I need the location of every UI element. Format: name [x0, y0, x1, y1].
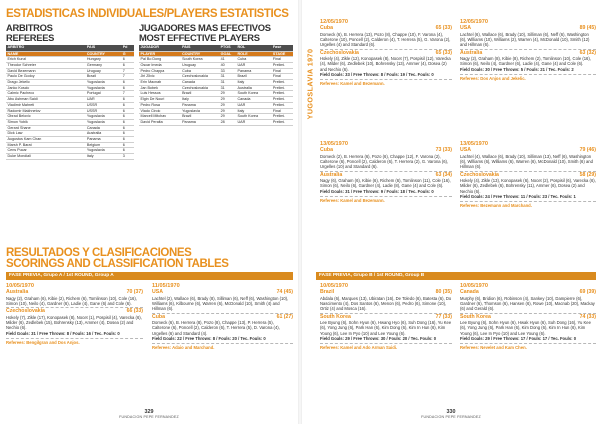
table-cell: Augustus Kam Chan [6, 137, 85, 143]
table-header-cell: Fase [271, 45, 293, 51]
team-players: Nagy (2), Graham (6), Kibie (2), Richem (6), Tomlinson (10), Cole (16), Simon (10), Neilo (4), Gardner (6), Ladie (4), Gane (6) and Cole (6). [6, 295, 137, 306]
table-cell: Canada [85, 125, 121, 131]
table-cell: UAR [236, 119, 271, 125]
field-goals: Field Goals: 29 / Free Throws: 17 / Fouls: 17 / Tec. Fouls: 0 [460, 336, 577, 342]
team-score: 63 (32) [579, 49, 596, 56]
table-subheader-cell: COUNTRY [181, 51, 220, 57]
table-cell: Yugoslavia [85, 85, 121, 91]
table-cell: Erich Kunzl [6, 57, 85, 63]
team-name: Cuba [320, 147, 333, 153]
table-cell: Drago Jekelic [6, 80, 85, 86]
table-cell: Cuba [181, 68, 220, 74]
field-goals: Field Goals: 31 / Free Throws: 9 / Fouls: 18 / Tec. Fouls: 0 [320, 189, 434, 195]
table-cell: Paulo De Godoy [6, 74, 85, 80]
team-name: Czechoslovakia [460, 171, 499, 178]
table-cell: Marcell Mitchav [139, 114, 181, 120]
table-cell: UAR [236, 102, 271, 108]
team-players: Abdala (6), Marques (13), Ubiratan (16), De Toledo (6), Batesta (6), Do Nascimento (4), Dos Santos (6), Menon (6), Pedro (6), Simone (10), Ortiz (4) and Mosca (16). [320, 295, 452, 311]
table-row [139, 119, 293, 125]
table-cell: 6 [121, 80, 134, 86]
team-players: Domeck (6), B. Herrera (8), Pozo (8), Chappe (13), P. Herrera (5), Calterone (6), Poncell (2), Calderon (6), T. Herrera (5), D. Varona (4), Urgelles (6) and Standard (4). [152, 320, 280, 336]
team-name: Brazil [320, 289, 335, 295]
table-subheader-cell: NAME [6, 51, 85, 57]
table-cell: Brazil [181, 91, 220, 97]
table-cell: Dick Law [6, 131, 85, 137]
table-cell: Panama [236, 68, 271, 74]
match-date: 12/05/1970 [320, 19, 348, 25]
table-cell: Abu Ashman Saidi [6, 97, 85, 103]
table-cell: 29 [219, 91, 236, 97]
team-name: Canada [460, 289, 479, 295]
team-name: Cuba [320, 25, 333, 31]
vertical-title [304, 24, 316, 144]
table-cell: Italy [236, 108, 271, 114]
team-name: Australia [6, 289, 29, 295]
match-divider [320, 343, 452, 344]
table-cell: Prelimi. [271, 114, 293, 120]
table-cell: Yugoslavia [85, 148, 121, 154]
table-cell: 6 [121, 137, 134, 143]
table-cell: 7 [121, 91, 134, 97]
referees-line: Referees: Kamel and Ado Arman Saidi. [320, 344, 398, 350]
table-cell: Prelimi. [271, 62, 293, 68]
team-players: Lee Byung (6), Sohn Hyun (6), Hwang Hyo (6), Suh Dong (16), Yu Kee (6), Yong Jung (6), Park Han (6), Kim Dong (6), Kim In Hun (6), Kim Young (6), Lee In Pyo (10) and Lee Young (6). [320, 320, 452, 336]
team-name: Czechoslovakia [320, 49, 359, 56]
table-cell: Final [271, 68, 293, 74]
footer-org: FUNDACION PEPE FERNANDEZ [119, 415, 179, 419]
team-players: Nagy (2), Graham (8), Kibie (8), Richem (2), Tomlinson (10), Cole (16), Simon (6), Neilo (4), Gardner (6), Ladie (4), Gane (4) and Cole (6). [460, 56, 591, 67]
table-cell: Yugoslavia [85, 80, 121, 86]
table-cell: Prelimi. [271, 85, 293, 91]
players-title-en: MOST EFFECTIVE PLAYERS [139, 32, 260, 43]
table-cell: Yugoslavia [85, 119, 121, 125]
table-header-cell: ROL [236, 45, 271, 51]
match-divider [152, 343, 293, 344]
table-cell: 41 [219, 57, 236, 63]
table-cell: Vladimir Mahreti [6, 102, 85, 108]
table-cell: Brazil [236, 74, 271, 80]
table-cell: Elgin De Nouri [139, 97, 181, 103]
table-cell: 7 [121, 68, 134, 74]
table-cell: Canada [181, 80, 220, 86]
table-cell: Pedro Chappa [139, 68, 181, 74]
table-subheader-cell: STAGE [271, 51, 293, 57]
team-score: 70 (37) [126, 289, 143, 295]
table-cell: UAR [85, 97, 121, 103]
field-goals: Field Goals: 31 / Free Throws: 8 / Fouls: 16 / Tec. Fouls: 0 [6, 331, 120, 337]
table-cell: Brazil [85, 74, 121, 80]
field-goals: Field Goals: 30 / Free Throws: 5 / Fouls: 21 / Tec. Fouls: 2 [460, 67, 574, 73]
match-date: 11/05/1970 [152, 283, 180, 289]
team-score: 66 (33) [126, 308, 143, 315]
table-cell: Final [271, 74, 293, 80]
table-cell: Obrad Belovic [6, 114, 85, 120]
table-cell: Marsh P. Barat [6, 142, 85, 148]
table-cell: Portugal [85, 91, 121, 97]
team-players: Lachtel (4), Wallace (6), Brady (10), Silliman (13), Neff (6), Washington (6), Williams (6), Williams (6), Warren (6), McDonald (10), Smith (6) and Hillman (6). [460, 153, 593, 169]
table-subheader-cell: COUNTRY [85, 51, 121, 57]
table-cell: 31 [219, 74, 236, 80]
table-cell: Yugoslavia [181, 108, 220, 114]
match-block [320, 283, 452, 350]
match-divider [460, 343, 596, 344]
table-cell: 7 [121, 74, 134, 80]
team-score: 65 (33) [435, 49, 452, 56]
team-score: 79 (46) [579, 147, 596, 153]
table-cell: 31 [219, 85, 236, 91]
match-divider [460, 74, 596, 75]
table-cell: 6 [121, 108, 134, 114]
referees-line: Referees: Nevelet and Kam Chen. [460, 344, 527, 350]
table-header-cell: PAIS [181, 45, 220, 51]
group-b-bar: FASE PREVIA, Grupo B / 1st ROUND, Group B [316, 272, 596, 280]
vertical-title-text: YUGOSLAVIA 1970 [305, 48, 315, 120]
players-title-es: JUGADORES MAS EFECTIVOS [139, 22, 271, 33]
table-cell: Hungary [85, 57, 121, 63]
table-cell: USSR [85, 108, 121, 114]
left-footer [0, 409, 298, 419]
team-name: USA [460, 147, 471, 153]
table-cell: Prelimi. [271, 102, 293, 108]
table-cell: Panama [181, 119, 220, 125]
match-block [460, 19, 596, 81]
table-cell: Germany [85, 62, 121, 68]
page-number: 329 [144, 409, 154, 415]
match-block [320, 141, 452, 203]
match-block [152, 283, 293, 350]
team-name: Australia [460, 49, 483, 56]
field-goals: Field Goals: 29 / Free Throws: 30 / Fouls: 20 / Tec. Fouls: 0 [320, 336, 437, 342]
table-cell: 6 [121, 142, 134, 148]
table-cell: 3 [121, 154, 134, 160]
right-page [302, 0, 600, 424]
team-score: 77 (33) [435, 313, 452, 320]
table-header-cell: Pd [121, 45, 134, 51]
footer-org: FUNDACION PEPE FERNANDEZ [421, 415, 481, 419]
table-cell: 6 [121, 125, 134, 131]
team-score: 89 (45) [579, 25, 596, 31]
team-score: 69 (39) [579, 289, 596, 295]
table-subheader-cell: PLAYER [139, 51, 181, 57]
team-score: 80 (35) [435, 289, 452, 295]
team-name: Australia [320, 171, 343, 178]
players-section [139, 23, 293, 126]
table-cell: South Korea [236, 91, 271, 97]
referees-title-en: REFEREES [6, 32, 55, 43]
table-cell: Uruguay [181, 62, 220, 68]
table-cell: Janko Koscic [6, 85, 85, 91]
table-cell: Luis Hessos [139, 91, 181, 97]
stats-title: ESTADISTICAS INDIVIDUALES/PLAYERS ESTATISTICS [6, 8, 289, 20]
table-cell: Prelimi. [271, 91, 293, 97]
team-score: 61 (27) [276, 313, 293, 320]
table-subheader-cell: ROLE [236, 51, 271, 57]
table-cell: 6 [121, 97, 134, 103]
match-date: 13/05/1970 [460, 141, 488, 147]
table-cell: Italy [181, 97, 220, 103]
table-cell: Canada [236, 97, 271, 103]
table-cell: Oscar Imeda [139, 62, 181, 68]
table-cell: Duke Mondiali [6, 154, 85, 160]
table-cell: Italy [85, 154, 121, 160]
team-name: Czechoslovakia [6, 308, 45, 315]
match-date: 12/05/1970 [460, 19, 488, 25]
team-players: Lachtel (6), Wallace (6), Brady (10), Silliman (6), Neff (6), Washington (6), Williams (10), Williams (2), Warren (4), McDonald (10), Smith (12) and Hillman (6). [460, 31, 590, 47]
table-cell: David Bezemann [6, 68, 85, 74]
table-cell: UAR [236, 62, 271, 68]
table-cell: Radomir Makhnetov [6, 108, 85, 114]
table-cell: 40 [219, 62, 236, 68]
table-cell: South Korea [181, 57, 220, 63]
table-cell: 29 [219, 108, 236, 114]
table-cell: Gerard Shane [6, 125, 85, 131]
match-divider [6, 338, 143, 339]
field-goals: Field Goals: 33 / Free Throws: 8 / Fouls: 19 / Tec. Fouls: 0 [320, 72, 434, 78]
table-cell: Final [271, 57, 293, 63]
results-title-es: RESULTADOS Y CLASIFICACIONES [6, 247, 192, 259]
table-cell: 6 [121, 57, 134, 63]
results-heading [6, 248, 296, 270]
table-subheader-cell: G [121, 51, 134, 57]
team-players: Murphy (6), Bridion (6), Robinson (4), Sankey (10), Dampierre (6), Gardner (6), Thomson (6), Hansen (6), Rowe (10), Macnab (20), Mackay (6) and Gerald (6). [460, 295, 595, 311]
team-score: 74 (33) [579, 313, 596, 320]
table-cell: 33 [219, 68, 236, 74]
table-header-cell: ARBITRO [6, 45, 85, 51]
table-header-cell: PTOS [219, 45, 236, 51]
table-cell: David Peralta [139, 119, 181, 125]
table-cell: 29 [219, 102, 236, 108]
team-players: Nagy (6), Graham (6), Kibie (6), Richem (6), Tomlinson (11), Cole (16), Simon (6), Neilo (6), Gardner (4), Ladie (8), Gane (4) and Cole (6). [320, 178, 451, 189]
table-cell: 28 [219, 119, 236, 125]
match-date: 10/05/1970 [6, 283, 34, 289]
table-cell: USSR [85, 102, 121, 108]
table-cell: Prelimi. [271, 119, 293, 125]
table-cell: 6 [121, 131, 134, 137]
table-cell: Cens Pucar [6, 148, 85, 154]
match-divider [152, 313, 293, 314]
referees-table [6, 45, 134, 160]
table-cell: Pal Bo Dong [139, 57, 181, 63]
table-cell: Calmic Pacheco [6, 91, 85, 97]
table-cell: Simon Yobik [6, 119, 85, 125]
field-goals: Field Goals: 24 / Free Throws: 11 / Fouls: 23 / Tec. Fouls: 1 [460, 194, 576, 200]
team-name: South Korea [460, 313, 491, 320]
table-cell: Vlado Ciroic [139, 108, 181, 114]
referees-line: Referees: Dos Anjos and Jekelic. [460, 75, 526, 81]
table-cell: 6 [121, 102, 134, 108]
team-players: Domeck (6), B. Herrera (13), Pozo (8), Chappe (10), F. Varona (4), Calterone (10), Poncell (2), Calderon (4), T. Herrera (5), G. Varona (2), Urgelles (4) and Standard (6). [320, 31, 451, 47]
referees-line: Referees: Adaio and Marchand. [152, 344, 215, 350]
referees-line: Referees: Bezemann and Marchand. [460, 202, 532, 208]
field-goals: Field Goals: 22 / Free Throws: 8 / Fouls: 20 / Tec. Fouls: 0 [152, 336, 266, 342]
page-number: 330 [446, 409, 456, 415]
team-score: 65 (33) [435, 25, 452, 31]
page-title [6, 9, 296, 20]
table-cell: Uruguay [85, 68, 121, 74]
table-row [6, 154, 134, 160]
team-score: 63 (34) [435, 171, 452, 178]
table-cell: Panama [181, 102, 220, 108]
referees-line: Referees: Kamel and Bezemann. [320, 197, 385, 203]
table-header-cell: PAIS [85, 45, 121, 51]
team-name: Cuba [152, 313, 165, 320]
table-cell: Jan Bobek [139, 85, 181, 91]
table-cell: Panama [85, 137, 121, 143]
table-cell: Theodor Schreier [6, 62, 85, 68]
table-cell: 6 [121, 119, 134, 125]
group-a-bar: FASE PREVIA, Grupo A / 1st ROUND, Group A [6, 272, 293, 280]
table-cell: 6 [121, 62, 134, 68]
team-score: 74 (45) [276, 289, 293, 295]
table-cell: Pedro Rosa [139, 102, 181, 108]
table-cell: 6 [121, 148, 134, 154]
table-cell: Cuba [236, 57, 271, 63]
team-score: 73 (33) [435, 147, 452, 153]
team-players: Hokely (4), Zikle (12), Konopasek (8), Nocet (7), Pospisil (12), Varecka (4), Milder (6), Zedlebek (10), Bohrensky (13), Ammer (4), Dosea (2) and Nechio (6). [320, 56, 451, 72]
table-cell: Prelimi. [271, 97, 293, 103]
table-cell: Italy [236, 80, 271, 86]
table-cell: Yugoslavia [85, 114, 121, 120]
team-name: South Korea [320, 313, 351, 320]
table-cell: Czechoslovakia [181, 74, 220, 80]
right-footer [302, 409, 600, 419]
referees-title-es: ARBITROS [6, 22, 53, 33]
table-cell: Prelimi. [271, 80, 293, 86]
table-cell: Jiri Zilvic [139, 74, 181, 80]
team-players: Hokely (7), Zikle (17), Konopasek (8), Nocet (1), Pospisil (4), Varecka (6), Milder (6), Zedlebek (15), Bohrensky (13), Ammer (4), Dosea (2) and Nechio (6). [6, 315, 142, 331]
results-title-en: SCORINGS AND CLASSIFICATION TABLES [6, 258, 229, 270]
match-date: 10/05/1970 [460, 283, 488, 289]
table-cell: Australia [236, 85, 271, 91]
table-cell: 6 [121, 114, 134, 120]
referees-line: Referees: Kamel and Bezemann. [320, 80, 385, 86]
match-date: 10/05/1970 [320, 283, 348, 289]
table-subheader-cell: GOAL [219, 51, 236, 57]
table-cell: 31 [219, 80, 236, 86]
referees-section [6, 23, 134, 160]
match-block [6, 283, 143, 345]
match-divider [460, 201, 596, 202]
players-table [139, 45, 293, 126]
table-cell: South Korea [236, 114, 271, 120]
table-cell: Final [271, 108, 293, 114]
team-name: USA [460, 25, 471, 31]
table-header-cell: JUGADOR [139, 45, 181, 51]
team-players: Domeck (2), B. Herrera (6), Pozo (6), Chappe (12), F. Varona (2), Calterone (6), Poncell (2), Calderon (6), T. Herrera (2), G. Varona (6), Urgelles (10) and Standard (6). [320, 153, 449, 169]
team-name: USA [152, 289, 163, 295]
table-cell: 29 [219, 97, 236, 103]
table-cell: Belgium [85, 142, 121, 148]
team-players: Lachtel (2), Wallace (6), Brady (8), Silliman (6), Neff (6), Washington (10), Williams (6), Kilbourne (6), Warren (6), McDonald (10), Smith (4) and Hillman (6). [152, 295, 289, 311]
team-score: 58 (29) [579, 171, 596, 178]
match-block [460, 141, 596, 208]
match-divider [320, 196, 452, 197]
referees-line: Referees: Bengilgran and Dos Anjos. [6, 339, 80, 345]
team-players: Hokely (4), Zikle (13), Konopasek (6), Nocet (2), Pospisil (6), Varecka (6), Milder (6), Zedlebek (6), Bohrensky (11), Ammer (6), Dosea (2) and Nechio (6). [460, 178, 596, 194]
table-cell: Brazil [181, 114, 220, 120]
team-players: Lee Byung (6), Sohn Hyun (6), Hwak Hyun (6), Suh Dong (16), Yu Kee (6), Yong Jung (6), Park Han (6), Kim Dong (6), Kim In Hun (6), Kim Young (6), Lee In Pyo (10) and Lee Young (6). [460, 320, 591, 336]
left-page [0, 0, 298, 424]
table-cell: Czechoslovakia [181, 85, 220, 91]
match-block [460, 283, 596, 350]
table-cell: 6 [121, 85, 134, 91]
match-divider [320, 79, 452, 80]
table-cell: 29 [219, 114, 236, 120]
match-date: 13/05/1970 [320, 141, 348, 147]
table-cell: Erin Macnab [139, 80, 181, 86]
match-block [320, 19, 452, 86]
table-cell: Australia [85, 131, 121, 137]
